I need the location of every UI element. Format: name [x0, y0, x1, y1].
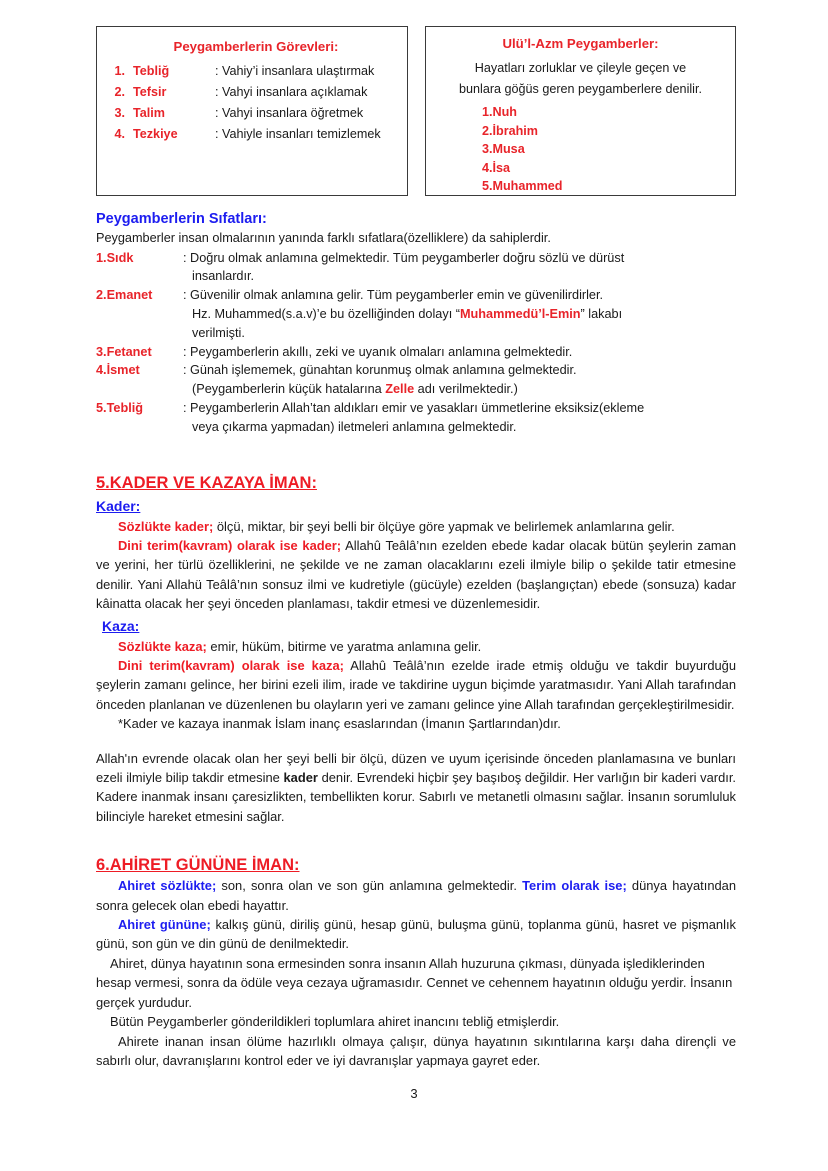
info-boxes-row: [96, 26, 736, 196]
list-item: 3.Musa: [482, 142, 525, 156]
list-item: 5.Muhammed: [482, 179, 563, 193]
attribute-item-teblig: [96, 399, 736, 437]
duty-number: 3.: [114, 106, 125, 120]
prophets-duties-list: [107, 61, 397, 145]
ahiret-paragraph-2: [96, 915, 736, 954]
kaza-p1-body: emir, hüküm, bitirme ve yaratma anlamına gelir.: [206, 638, 482, 654]
duty-name: Tefsir: [133, 85, 167, 99]
attributes-intro: Peygamberler insan olmalarının yanında farklı sıfatlara(özelliklere) da sahiplerdir.: [96, 231, 551, 245]
attribute-item-sidk: [96, 249, 736, 287]
attribute-definition-cont: veya çıkarma yapmadan) iletmeleri anlamına gelmektedir.: [192, 419, 517, 434]
attribute-definition-cont-2: verilmişti.: [192, 325, 245, 340]
attribute-definition: : Peygamberlerin akıllı, zeki ve uyanık olmaları anlamına gelmektedir.: [183, 344, 573, 359]
ahiret-p1-lead2: Terim olarak ise;: [522, 878, 627, 894]
kader-p2-body: Allahû Teâlâ’nın ezelden ebede kadar olacak bütün şeylerin zaman ve yerini, her türlü özelliklerini, ne şekilde ve ne zaman olacaklarını ezeli ilmiyle bilip o şekilde tatir etmesine denilir. Yani Allahü Teâlâ’nın sonsuz ilmi ve kudretiyle (gücüyle) ezelden (başlangıçtan) ebede (sonsuza) kadar kâinatta olacak her şeyi önceden planlaması, takdir etmesi ve düzenlemesidir.: [96, 537, 736, 612]
duty-name: Talim: [133, 106, 165, 120]
kaza-paragraph-2: [96, 656, 736, 714]
kader-p2-lead: Dini terim(kavram) olarak ise kader;: [118, 537, 342, 553]
prophets-duties-title: Peygamberlerin Görevleri:: [173, 39, 339, 54]
attributes-list: [96, 249, 736, 437]
kader-kaza-note: *Kader ve kazaya inanmak İslam inanç esaslarından (İmanın Şartlarından)dır.: [118, 716, 561, 732]
kader-bold-term: kader: [283, 770, 318, 786]
duty-description: : Vahyi insanlara öğretmek: [215, 106, 364, 120]
kader-p1-lead: Sözlükte kader;: [118, 518, 214, 534]
ismet-text-pre: (Peygamberlerin küçük hatalarına: [192, 382, 386, 397]
kader-paragraph-2: [96, 536, 736, 614]
attribute-name: 5.Tebliğ: [96, 400, 143, 415]
prophets-duties-box: [96, 26, 408, 196]
list-item: [107, 124, 397, 145]
list-item: [107, 82, 397, 103]
attribute-definition-cont: [183, 305, 736, 324]
ahiret-paragraph-4: Bütün Peygamberler gönderildikleri toplumlara ahiret inancını tebliğ etmişlerdir.: [110, 1014, 560, 1030]
duty-description: : Vahiyle insanları temizlemek: [215, 127, 381, 141]
emanet-text-pre: Hz. Muhammed(s.a.v)’e bu özelliğinden dolayı “: [192, 306, 460, 321]
kaza-p1-lead: Sözlükte kaza;: [118, 638, 207, 654]
list-item: 4.İsa: [482, 160, 511, 175]
section-5-heading: 5.KADER VE KAZAYA İMAN:: [96, 473, 317, 492]
ahiret-p1-mid: son, sonra olan ve son gün anlamına gelmektedir.: [216, 878, 523, 894]
attributes-heading: Peygamberlerin Sıfatları:: [96, 211, 267, 227]
attribute-definition: : Doğru olmak anlamına gelmektedir. Tüm peygamberler doğru sözlü ve dürüst: [183, 250, 625, 265]
duty-name: Tebliğ: [133, 64, 170, 78]
ismet-text-post: adı verilmektedir.): [414, 382, 518, 397]
muhammedul-emin-term: Muhammedü’l-Emin: [459, 306, 581, 321]
zelle-term: Zelle: [385, 382, 415, 397]
attribute-name: 2.Emanet: [96, 288, 153, 303]
ahiret-paragraph-3: Ahiret, dünya hayatının sona ermesinden sonra insanın Allah huzuruna çıkması, dünyada işlediklerinden hesap vermesi, sonra da ödüle veya cezaya uğramasıdır. Cennet ve cehennem hayatının olduğu yerdir. İnsanın gerçek yurdudur.: [96, 955, 733, 1010]
kader-summary-paragraph: [96, 749, 736, 827]
attribute-name: 4.İsmet: [96, 363, 140, 378]
kaza-paragraph-1: [96, 637, 736, 656]
attribute-item-emanet: [96, 286, 736, 342]
ululazm-definition-line-2: bunlara göğüs geren peygamberlere denilir.: [459, 81, 702, 96]
section-6: [96, 854, 736, 1070]
attribute-name: 1.Sıdk: [96, 250, 134, 265]
ahiret-paragraph-5: Ahirete inanan insan ölüme hazırlıklı olmaya çalışır, dünya hayatının sıkıntılarına karşı daha dirençli ve sabırlı olur, davranışlarını kontrol eder ve iyi davranışlar yapmaya gayret eder.: [96, 1033, 736, 1068]
duty-number: 2.: [114, 85, 125, 99]
ululazm-prophet-list: [434, 103, 727, 196]
emanet-text-post: ” lakabı: [580, 306, 623, 321]
kader-p1-body: ölçü, miktar, bir şeyi belli bir ölçüye göre yapmak ve belirlemek anlamlarına gelir.: [213, 518, 675, 534]
kaza-p2-lead: Dini terim(kavram) olarak ise kaza;: [118, 658, 344, 673]
attribute-definition-cont: [183, 380, 736, 399]
ahiret-p1-end: dünya hayatından sonra gelecek olan ebedi hayattır.: [96, 878, 736, 913]
attribute-item-ismet: [96, 361, 736, 399]
ululazm-prophets-box: [425, 26, 736, 196]
attribute-definition-cont: insanlardır.: [192, 269, 255, 284]
kaza-p2-body: Allahû Teâlâ’nın ezelde irade etmiş olduğu ve takdir buyurduğu şeylerin zamanı gelince, her birini ezeli ilim, irade ve takdirine uygun biçimde yaratmasıdır. Yani Allah tarafından önceden planlanan ve düzenlenen bu olayların yeri ve zamanı gelince yine Allah tarafından gerçekleştirilmesidir.: [96, 658, 736, 712]
duty-description: : Vahiy’i insanlara ulaştırmak: [215, 64, 375, 78]
attribute-definition: : Peygamberlerin Allah’tan aldıkları emir ve yasakları ümmetlerine eksiksiz(ekleme: [183, 400, 645, 415]
attribute-name: 3.Fetanet: [96, 344, 152, 359]
ahiret-p2-body: kalkış günü, diriliş günü, hesap günü, buluşma günü, toplanma günü, hasret ve pişmanlık günü, son gün ve din günü de denilmektedir.: [96, 917, 736, 952]
kader-paragraph-1: [96, 517, 736, 536]
summary-text-1: Allah'ın evrende olacak olan her şeyi belli bir ölçü, düzen ve uyum içerisinde önceden planlamasına ve bunları ezeli ilmiyle bilip takdir etmesine: [96, 750, 736, 786]
list-item: [107, 61, 397, 82]
page-content: [96, 26, 736, 1070]
section-5: [96, 472, 736, 827]
summary-text-2: denir. Evrendeki hiçbir şey başıboş değildir. Her varlığın bir kaderi vardır. Kadere inanmak insanı çaresizlikten, tembellikten korur. Sabırlı ve metanetli olmasını sağlar. İnsanın sorumluluk bilinciyle hareket etmesini sağlar.: [96, 770, 737, 824]
attribute-item-fetanet: [96, 343, 736, 362]
attribute-definition: : Güvenilir olmak anlamına gelir. Tüm peygamberler emin ve güvenilirdirler.: [183, 288, 604, 303]
duty-number: 4.: [114, 127, 125, 141]
section-6-heading: 6.AHİRET GÜNÜNE İMAN:: [96, 856, 300, 875]
list-item: 2.İbrahim: [482, 123, 538, 138]
ahiret-p2-lead: Ahiret gününe;: [118, 917, 211, 933]
attribute-definition: : Günah işlememek, günahtan korunmuş olmak anlamına gelmektedir.: [183, 363, 577, 378]
duty-description: : Vahyi insanlara açıklamak: [215, 85, 368, 99]
ahiret-paragraph-1: [96, 876, 736, 915]
kader-subheading: Kader:: [96, 497, 141, 514]
ahiret-p1-lead: Ahiret sözlükte;: [118, 878, 217, 894]
duty-number: 1.: [114, 64, 125, 78]
list-item: 1.Nuh: [482, 105, 517, 119]
duty-name: Tezkiye: [133, 127, 178, 141]
ululazm-definition-line-1: Hayatları zorluklar ve çileyle geçen ve: [474, 61, 687, 75]
kaza-subheading: Kaza:: [102, 617, 140, 634]
list-item: [107, 103, 397, 124]
ululazm-title: Ulü’l-Azm Peygamberler:: [502, 36, 659, 51]
page-number: 3: [410, 1086, 418, 1101]
